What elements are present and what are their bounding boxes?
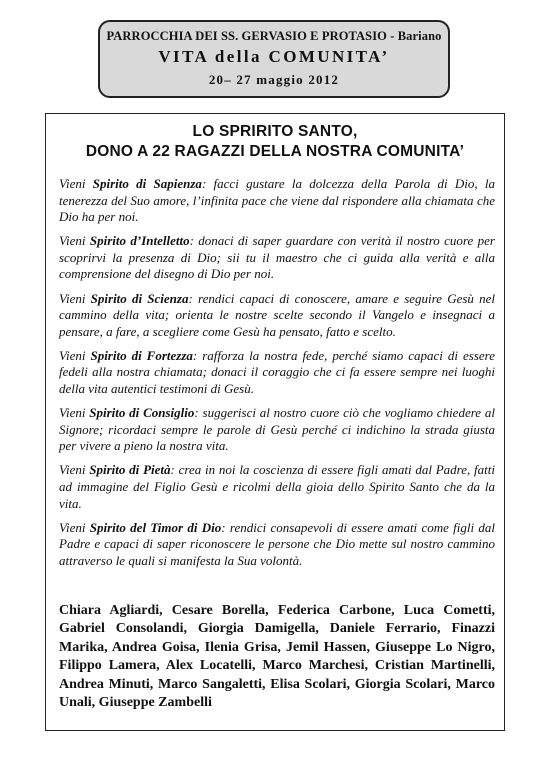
gift-name: Spirito di Sapienza xyxy=(92,176,202,191)
prayer-text: : rendici consapevoli di essere amati come figli dal Padre e capaci di saper riconoscere le persone che Dio mette sul nostro cammino attraverso le quali si manifesta la Sua volontà. xyxy=(59,519,496,568)
prayer-scienza xyxy=(59,291,495,341)
prayer-text: : rendici capaci di conoscere, amare e seguire Gesù nel cammino della vita; orienta le nostre scelte secondo il Vangelo e insegnaci a pensare, a fare, a scegliere come Gesù ha pensato, fatto e scelto. xyxy=(59,290,495,339)
article-title-line1: LO SPRIRITO SANTO, xyxy=(192,123,358,140)
prayer-text: : donaci di saper guardare con verità il nostro cuore per scoprirvi la presenza di Dio; sii tu il maestro che ci guida alla verità e alla comprensione del disegno di Dio per noi. xyxy=(59,233,495,282)
prayer-lead: Vieni xyxy=(59,405,90,421)
prayer-consiglio xyxy=(59,405,495,455)
parish-name: PARROCCHIA DEI SS. GERVASIO E PROTASIO - Bariano xyxy=(106,29,442,43)
prayer-pieta xyxy=(59,462,495,512)
gift-name: Spirito di Fortezza xyxy=(90,347,193,363)
prayer-lead: Vieni xyxy=(59,233,90,249)
prayer-fortezza xyxy=(59,348,495,398)
gift-name: Spirito di Pietà xyxy=(89,462,171,478)
gift-name: Spirito del Timor di Dio xyxy=(89,519,222,535)
prayer-list xyxy=(59,176,495,577)
newsletter-header xyxy=(98,20,450,98)
prayer-lead: Vieni xyxy=(59,462,90,478)
prayer-text: : facci gustare la dolcezza della Parola di Dio, la tenerezza del Suo amore, l’infinita pace che viene dal rispondere alla chiamata che Dio ha per noi. xyxy=(59,176,495,225)
prayer-text: : crea in noi la coscienza di essere figli amati dal Padre, fatti ad immagine del Figlio Gesù e ricolmi della gioia dello Spirito Santo che da la vita. xyxy=(59,462,496,511)
article-title-line2: DONO A 22 RAGAZZI DELLA NOSTRA COMUNITA’ xyxy=(85,143,465,160)
prayer-lead: Vieni xyxy=(59,347,91,363)
gift-name: Spirito di Scienza xyxy=(90,290,189,306)
gift-name: Spirito d’Intelletto xyxy=(89,233,190,249)
prayer-intelletto xyxy=(59,233,495,283)
issue-dates: 20– 27 maggio 2012 xyxy=(208,72,340,87)
gift-name: Spirito di Consiglio xyxy=(89,405,195,421)
prayer-text: : suggerisci al nostro cuore ciò che vogliamo chiedere al Signore; ricordaci sempre le parole di Gesù perché ci indichino la strada giusta per vivere a pieno la nostra vita. xyxy=(59,405,495,454)
prayer-lead: Vieni xyxy=(59,519,90,535)
newsletter-title: VITA della COMUNITA’ xyxy=(158,47,390,66)
prayer-sapienza xyxy=(59,176,495,226)
prayer-text: : rafforza la nostra fede, perché siamo capaci di essere fedeli alla nostra chiamata; donaci il coraggio che ci fa essere sempre nei luoghi della vita autentici testimoni di Gesù. xyxy=(59,347,495,397)
prayer-lead: Vieni xyxy=(59,290,91,306)
confirmands-list: Chiara Agliardi, Cesare Borella, Federica Carbone, Luca Cometti, Gabriel Consolandi, Giorgia Damigella, Daniele Ferrario, Finazzi Marika, Andrea Goisa, Ilenia Grisa, Jemil Hassen, Giuseppe Lo Nigro, Filippo Lamera, Alex Locatelli, Marco Marchesi, Cristian Martinelli, Andrea Minuti, Marco Sangaletti, Elisa Scolari, Giorgia Scolari, Marco Unali, Giuseppe Zambelli xyxy=(59,603,495,711)
article-title xyxy=(46,122,504,162)
prayer-lead: Vieni xyxy=(59,176,93,191)
prayer-timor-di-dio xyxy=(59,520,495,570)
article-box xyxy=(45,113,505,731)
